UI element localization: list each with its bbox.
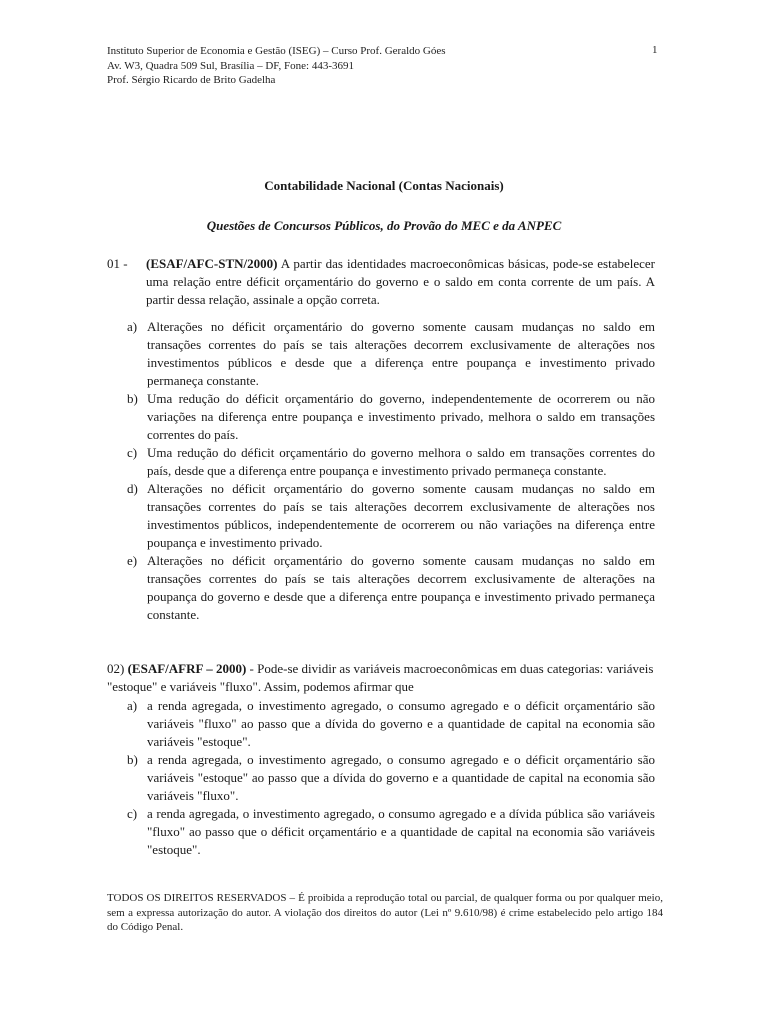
question-number: 02) [107, 661, 125, 676]
option-letter: d) [127, 481, 138, 496]
question-source: (ESAF/AFC-STN/2000) [146, 256, 278, 271]
option-letter: c) [127, 445, 138, 460]
document-subtitle: Questões de Concursos Públicos, do Provão do MEC e da ANPEC [206, 218, 562, 233]
option-c [127, 444, 655, 480]
option-text: Alterações no déficit orçamentário do governo somente causam mudanças no saldo em transações correntes do país se tais alterações decorrem exclusivamente de alterações na poupança do governo e desde que a diferença entre poupança e investimento privado permaneça constante. [147, 553, 655, 622]
question-text: - Pode-se dividir as variáveis macroeconômicas em duas categorias: variáveis "estoque" e variáveis "fluxo". Assim, podemos afirmar que [107, 661, 654, 694]
question-statement [146, 255, 655, 309]
question-01-options [127, 318, 655, 624]
option-text: a renda agregada, o investimento agregado, o consumo agregado e o déficit orçamentário são variáveis "estoque" ao passo que a dívida do governo e a quantidade de capital na economia são variáveis "fluxo". [147, 752, 655, 803]
option-b [127, 390, 655, 444]
document-title: Contabilidade Nacional (Contas Nacionais) [264, 178, 504, 193]
option-letter: c) [127, 806, 138, 821]
option-c [127, 805, 655, 859]
copyright-footer: TODOS OS DIREITOS RESERVADOS – É proibida a reprodução total ou parcial, de qualquer forma ou por qualquer meio, sem a expressa autorização do autor. A violação dos direitos do autor (Lei nº 9.610/98) é crime estabelecido pelo artigo 184 do Código Penal. [107, 892, 663, 933]
question-01 [107, 255, 655, 309]
option-text: a renda agregada, o investimento agregado, o consumo agregado e a dívida pública são variáveis "fluxo" ao passo que o déficit orçamentário e a quantidade de capital na economia são variáveis "estoque". [147, 806, 655, 857]
option-letter: e) [127, 553, 138, 568]
option-a [127, 318, 655, 390]
page-header [107, 44, 446, 88]
option-e [127, 552, 655, 624]
question-02-options [127, 697, 655, 859]
option-text: Alterações no déficit orçamentário do governo somente causam mudanças no saldo em transações correntes do país se tais alterações decorrem exclusivamente de alterações nos investimentos públicos e desde que a diferença entre poupança e investimento privado permaneça constante. [147, 319, 655, 388]
option-letter: a) [127, 698, 138, 713]
option-a [127, 697, 655, 751]
option-b [127, 751, 655, 805]
option-letter: b) [127, 391, 138, 406]
question-source: (ESAF/AFRF – 2000) [127, 661, 247, 676]
question-number: 01 - [107, 256, 128, 271]
option-text: Uma redução do déficit orçamentário do governo, independentemente de ocorrerem ou não variações na diferença entre poupança e investimento privado, melhora o saldo em transações correntes do país. [147, 391, 655, 442]
question-text: A partir das identidades macroeconômicas básicas, pode-se estabelecer uma relação entre déficit orçamentário do governo e o saldo em conta corrente de um país. A partir dessa relação, assinale a opção correta. [146, 256, 655, 307]
option-text: a renda agregada, o investimento agregado, o consumo agregado e o déficit orçamentário são variáveis "fluxo" ao passo que a dívida do governo e a quantidade de capital na economia são variáveis "estoque". [147, 698, 655, 749]
option-letter: b) [127, 752, 138, 767]
option-letter: a) [127, 319, 138, 334]
option-text: Uma redução do déficit orçamentário do governo melhora o saldo em transações correntes do país, desde que a diferença entre poupança e investimento privado permaneça constante. [147, 445, 655, 478]
page-number: 1 [652, 44, 658, 56]
header-institution: Instituto Superior de Economia e Gestão (ISEG) – Curso Prof. Geraldo Góes [107, 45, 446, 57]
option-d [127, 480, 655, 552]
header-author: Prof. Sérgio Ricardo de Brito Gadelha [107, 74, 276, 86]
option-text: Alterações no déficit orçamentário do governo somente causam mudanças no saldo em transações correntes do país se tais alterações decorrem exclusivamente de alterações nos investimentos públicos, independentemente de ocorrerem ou não variações na diferença entre poupança e investimento privado. [147, 481, 655, 550]
question-02 [107, 660, 655, 696]
header-address: Av. W3, Quadra 509 Sul, Brasília – DF, Fone: 443-3691 [107, 59, 355, 72]
